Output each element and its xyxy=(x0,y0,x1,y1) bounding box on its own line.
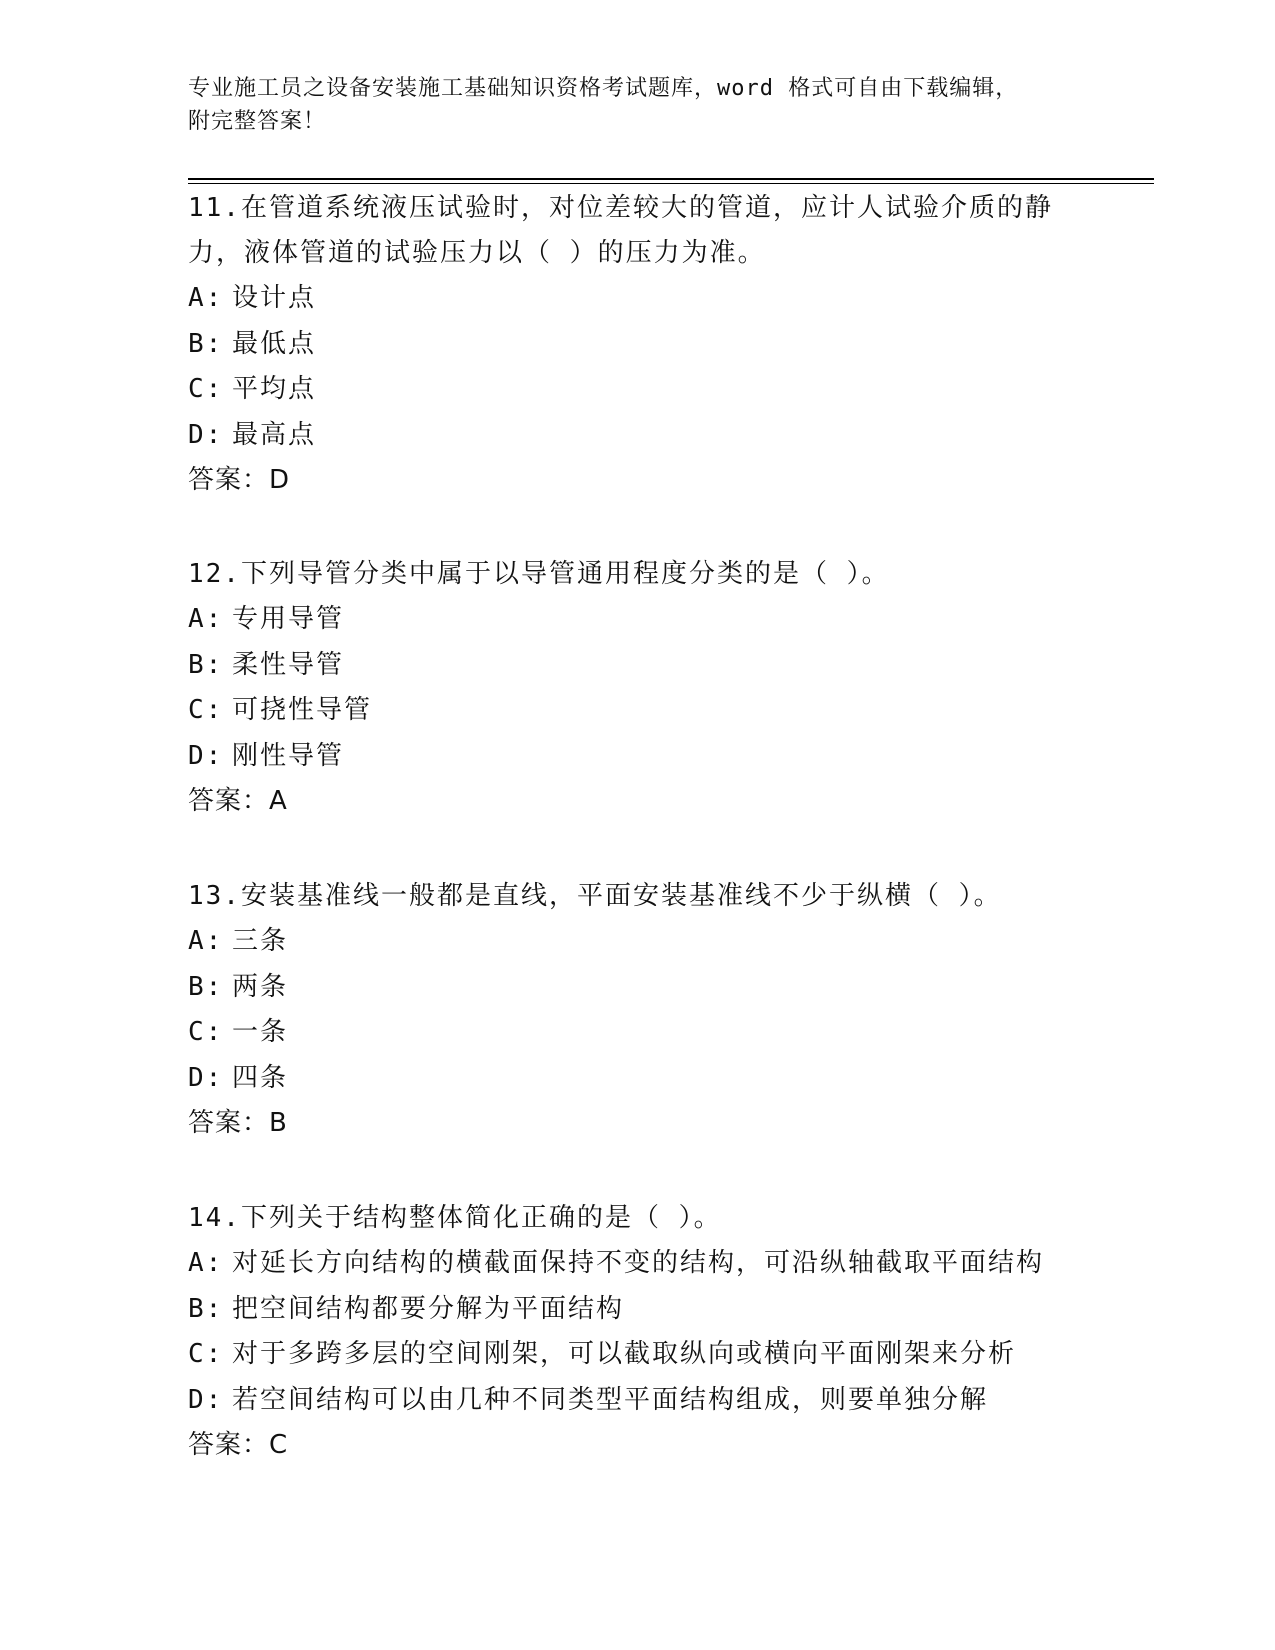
option-b xyxy=(188,965,1088,1011)
question-stem: 14.下列关于结构整体简化正确的是（ ）。 xyxy=(188,1203,722,1233)
option-key: A: xyxy=(188,1248,224,1278)
question-stem: 11.在管道系统液压试验时，对位差较大的管道，应计人试验介质的静力，液体管道的试验压力以（ ）的压力为准。 xyxy=(188,193,1053,268)
option-a xyxy=(188,1241,1088,1287)
option-key: D: xyxy=(188,1062,224,1093)
option-c xyxy=(188,367,1088,413)
header-line-2: 附完整答案！ xyxy=(188,109,327,134)
option-c xyxy=(188,688,1088,734)
option-text: 两条 xyxy=(232,971,289,1002)
option-a xyxy=(188,597,1088,643)
option-text: 四条 xyxy=(232,1062,289,1093)
option-c xyxy=(188,1332,1088,1378)
option-text: 对延长方向结构的横截面保持不变的结构，可沿纵轴截取平面结构 xyxy=(232,1248,1045,1278)
option-text: 柔性导管 xyxy=(232,649,345,680)
option-key: A: xyxy=(188,604,224,634)
option-text: 把空间结构都要分解为平面结构 xyxy=(232,1293,625,1324)
option-text: 若空间结构可以由几种不同类型平面结构组成，则要单独分解 xyxy=(232,1384,989,1415)
option-text: 专用导管 xyxy=(232,604,345,634)
option-key: C: xyxy=(188,1017,224,1047)
option-d xyxy=(188,1378,1088,1424)
question-13 xyxy=(188,874,1088,1146)
option-text: 一条 xyxy=(232,1017,289,1047)
header-divider-thick xyxy=(188,178,1154,180)
question-14 xyxy=(188,1196,1088,1468)
option-key: B: xyxy=(188,1293,224,1324)
option-text: 可挠性导管 xyxy=(232,695,373,725)
question-11 xyxy=(188,186,1088,503)
option-key: A: xyxy=(188,283,224,313)
option-b xyxy=(188,1287,1088,1333)
option-text: 设计点 xyxy=(232,283,317,313)
answer-label: 答案：A xyxy=(188,786,288,816)
option-b xyxy=(188,322,1088,368)
option-key: C: xyxy=(188,695,224,725)
option-key: B: xyxy=(188,971,224,1002)
question-12 xyxy=(188,552,1088,824)
question-stem: 12.下列导管分类中属于以导管通用程度分类的是（ ）。 xyxy=(188,559,890,589)
option-text: 最高点 xyxy=(232,419,317,450)
option-key: A: xyxy=(188,926,224,956)
option-text: 三条 xyxy=(232,926,289,956)
option-text: 平均点 xyxy=(232,374,317,404)
answer-label: 答案：D xyxy=(188,465,291,495)
option-text: 对于多跨多层的空间刚架，可以截取纵向或横向平面刚架来分析 xyxy=(232,1339,1017,1369)
document-header xyxy=(188,72,1088,138)
answer-label: 答案：C xyxy=(188,1430,289,1460)
option-d xyxy=(188,734,1088,780)
option-a xyxy=(188,919,1088,965)
header-line-1: 专业施工员之设备安装施工基础知识资格考试题库，word 格式可自由下载编辑， xyxy=(188,76,1019,101)
question-stem: 13.安装基准线一般都是直线，平面安装基准线不少于纵横（ ）。 xyxy=(188,881,1002,911)
option-key: C: xyxy=(188,1339,224,1369)
option-key: B: xyxy=(188,649,224,680)
option-key: B: xyxy=(188,328,224,359)
option-text: 刚性导管 xyxy=(232,740,345,771)
option-a xyxy=(188,276,1088,322)
option-key: D: xyxy=(188,740,224,771)
option-key: D: xyxy=(188,1384,224,1415)
option-text: 最低点 xyxy=(232,328,317,359)
option-b xyxy=(188,643,1088,689)
option-key: C: xyxy=(188,374,224,404)
header-divider-thin xyxy=(188,183,1154,184)
option-c xyxy=(188,1010,1088,1056)
option-d xyxy=(188,413,1088,459)
option-key: D: xyxy=(188,419,224,450)
answer-label: 答案：B xyxy=(188,1108,288,1138)
option-d xyxy=(188,1056,1088,1102)
